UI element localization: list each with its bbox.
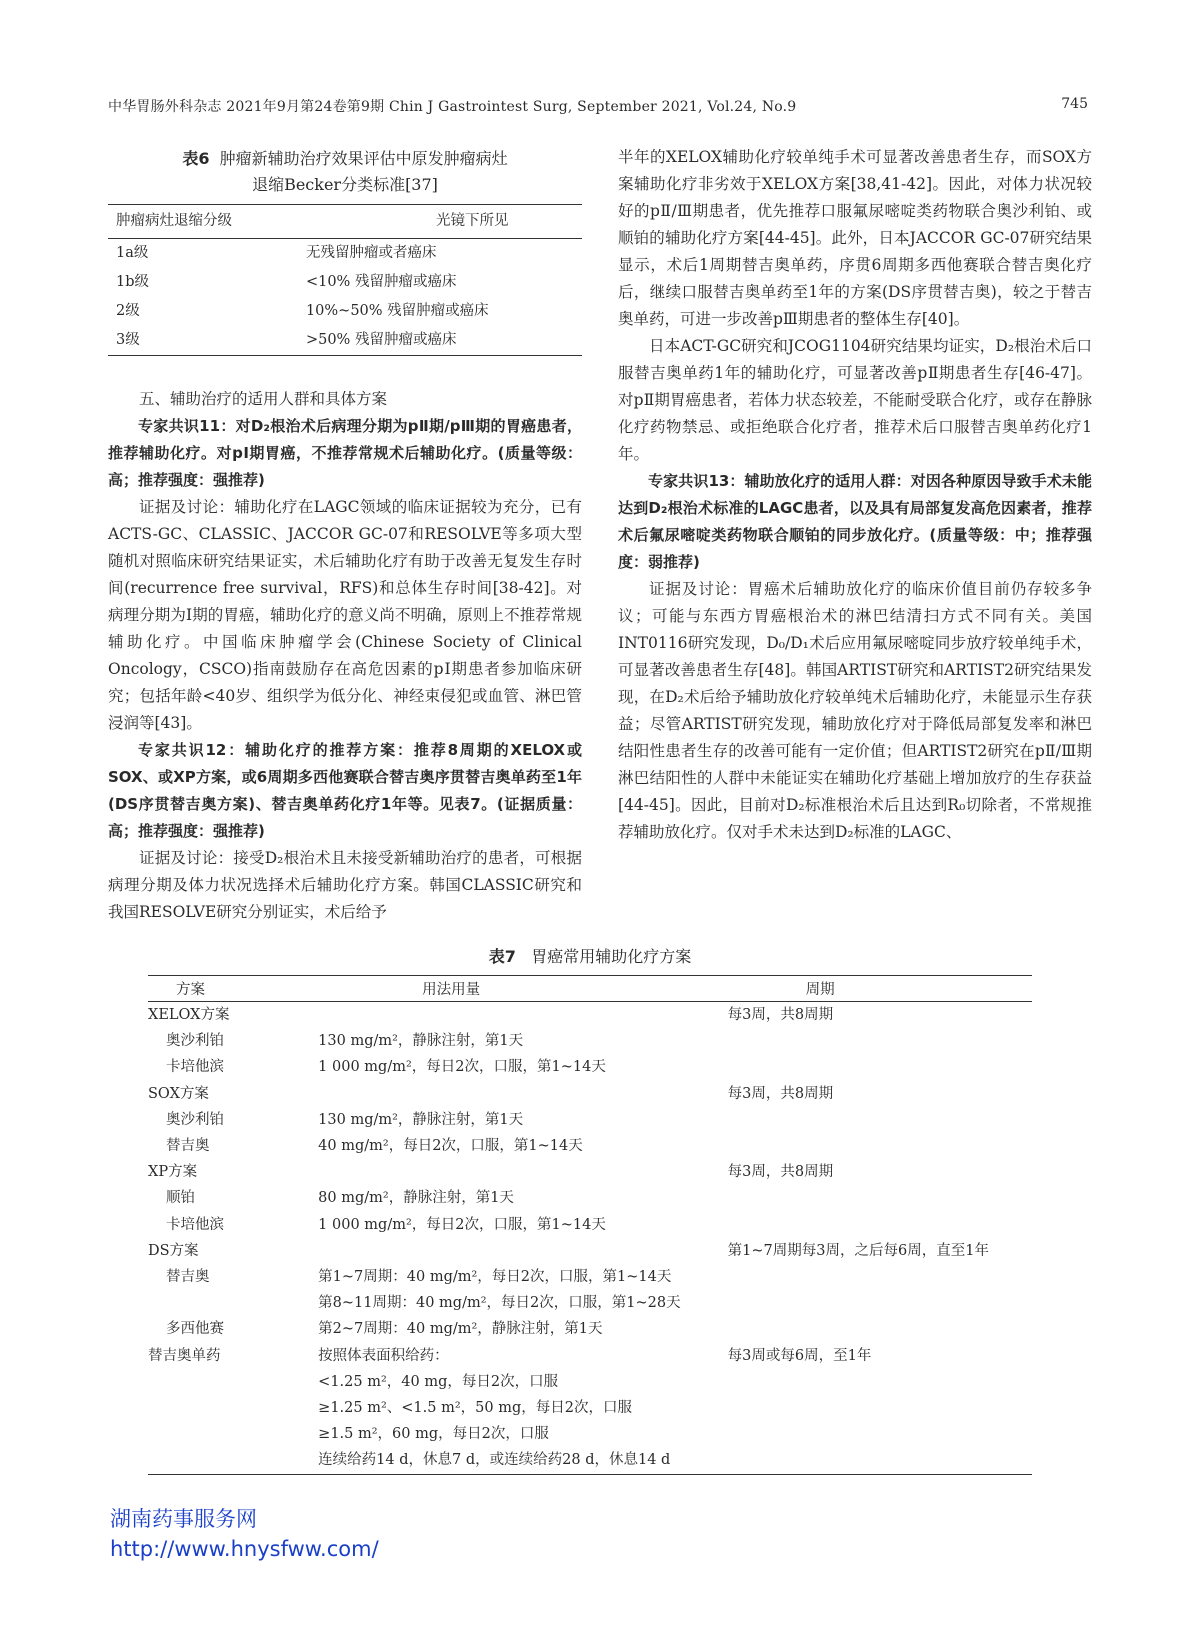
table-row [148, 1054, 1032, 1080]
table-cell: 卡培他滨 [166, 1216, 224, 1233]
table-cell: 替吉奥 [166, 1269, 210, 1286]
table-cell: 按照体表面积给药： [318, 1347, 449, 1364]
table-cell [318, 1002, 728, 1029]
table-cell [148, 1447, 318, 1474]
table-cell: ≥1.25 m²、<1.5 m²，50 mg，每日2次，口服 [318, 1400, 632, 1417]
table-cell [728, 1054, 1032, 1080]
consensus-13: 专家共识13：辅助放化疗的适用人群：对因各种原因导致手术未能达到D₂根治术标准的LAGC患者，以及具有局部复发高危因素者，推荐术后氟尿嘧啶类药物联合顺铂的同步放化疗。(质量等级：中；推荐强度：弱推荐) [618, 472, 1092, 571]
table6-title-line1: 肿瘤新辅助治疗效果评估中原发肿瘤病灶 [219, 149, 508, 168]
table-row [148, 1316, 1032, 1342]
table-cell [728, 1212, 1032, 1238]
table-row [148, 1107, 1032, 1133]
table-row [148, 1028, 1032, 1054]
table-cell: 1a级 [116, 245, 149, 261]
consensus-11: 专家共识11：对D₂根治术后病理分期为pⅡ期/pⅢ期的胃癌患者，推荐辅助化疗。对pⅠ期胃癌，不推荐常规术后辅助化疗。(质量等级：高；推荐强度：强推荐) [108, 417, 582, 489]
table-row [148, 1290, 1032, 1316]
table-cell [318, 1159, 728, 1185]
right-column [618, 144, 1092, 846]
table-row [148, 1264, 1032, 1290]
table6-label: 表6 [182, 149, 210, 168]
table-cell: 第2~7周期：40 mg/m²，静脉注射，第1天 [318, 1321, 603, 1338]
table-row [148, 1421, 1032, 1447]
table-cell [728, 1185, 1032, 1211]
evidence-11: 证据及讨论：辅助化疗在LAGC领域的临床证据较为充分，已有ACTS-GC、CLASSIC、JACCOR GC-07和RESOLVE等多项大型随机对照临床研究结果证实，术后辅助化疗有助于改善无复发生存时间(recurrence free survival，RFS)和总体生存时间[38-42]。对病理分期为Ⅰ期的胃癌，辅助化疗的意义尚不明确，原则上不推荐常规辅助化疗。中国临床肿瘤学会(Chinese Society of Clinical Oncology，CSCO)指南鼓励存在高危因素的pⅠ期患者参加临床研究；包括年龄<40岁、组织学为低分化、神经束侵犯或血管、淋巴管浸润等[43]。 [108, 498, 582, 732]
table6-header: 肿瘤病灶退缩分级 [108, 205, 276, 239]
table-cell: SOX方案 [148, 1085, 209, 1102]
table-cell: XELOX方案 [148, 1007, 230, 1023]
table-cell: 130 mg/m²，静脉注射，第1天 [318, 1111, 524, 1128]
table-cell: <10% 残留肿瘤或癌床 [305, 274, 457, 290]
watermark-url[interactable]: http://www.hnysfww.com/ [110, 1537, 379, 1561]
table-cell: 替吉奥 [166, 1138, 210, 1155]
table-cell: 80 mg/m²，静脉注射，第1天 [318, 1190, 514, 1207]
table-row [148, 1212, 1032, 1238]
table-cell [148, 1421, 318, 1447]
table-row [148, 1159, 1032, 1185]
table7-block [148, 944, 1032, 1475]
table-cell: 10%~50% 残留肿瘤或癌床 [305, 303, 489, 319]
table-row [148, 1133, 1032, 1159]
table-row [108, 326, 582, 356]
table-row [148, 1238, 1032, 1264]
table-cell: 每3周，共8周期 [727, 1164, 834, 1181]
table6 [108, 204, 582, 356]
table-cell: 1b级 [116, 274, 150, 290]
table-cell: >50% 残留肿瘤或癌床 [276, 326, 582, 356]
table-cell [728, 1264, 1032, 1290]
table-cell: 顺铂 [166, 1190, 195, 1207]
table-cell: 每3周，共8周期 [727, 1007, 834, 1023]
table-row [108, 268, 582, 297]
evidence-12: 证据及讨论：接受D₂根治术且未接受新辅助治疗的患者，可根据病理分期及体力状况选择术后辅助化疗方案。韩国CLASSIC研究和我国RESOLVE研究分别证实，术后给予 [108, 849, 582, 921]
table-row [148, 1447, 1032, 1474]
table-cell: 替吉奥单药 [148, 1347, 221, 1364]
table-cell: 130 mg/m²，静脉注射，第1天 [318, 1033, 524, 1050]
table-cell: <1.25 m²，40 mg，每日2次，口服 [318, 1373, 559, 1390]
table-cell: 40 mg/m²，每日2次，口服，第1~14天 [318, 1138, 583, 1155]
table6-caption [108, 146, 582, 198]
page-number: 745 [1061, 96, 1088, 112]
table-cell [728, 1421, 1032, 1447]
table-cell: 第1~7周期每3周，之后每6周，直至1年 [727, 1242, 989, 1259]
table-cell: 奥沙利铂 [166, 1111, 224, 1128]
paragraph: 日本ACT-GC研究和JCOG1104研究结果均证实，D₂根治术后口服替吉奥单药1年的辅助化疗，可显著改善pⅡ期患者生存[46-47]。对pⅡ期胃癌患者，若体力状态较差，不能耐受联合化疗，或存在静脉化疗药物禁忌、或拒绝联合化疗者，推荐术后口服替吉奥单药化疗1年。 [618, 337, 1092, 463]
table7-title: 胃癌常用辅助化疗方案 [531, 947, 692, 966]
table-cell [728, 1316, 1032, 1342]
section-heading: 五、辅助治疗的适用人群和具体方案 [139, 390, 388, 408]
table-row [108, 239, 582, 269]
watermark-name: 湖南药事服务网 [110, 1507, 257, 1531]
table-cell [728, 1447, 1032, 1474]
table6-header: 光镜下所见 [276, 205, 582, 239]
table-row [108, 297, 582, 326]
table-cell: 1 000 mg/m²，每日2次，口服，第1~14天 [318, 1059, 606, 1076]
table-cell [728, 1107, 1032, 1133]
table-cell: 奥沙利铂 [166, 1033, 224, 1050]
evidence-13: 证据及讨论：胃癌术后辅助放化疗的临床价值目前仍存较多争议；可能与东西方胃癌根治术的淋巴结清扫方式不同有关。美国INT0116研究发现，D₀/D₁术后应用氟尿嘧啶同步放疗较单纯手术，可显著改善患者生存[48]。韩国ARTIST研究和ARTIST2研究结果发现，在D₂术后给予辅助放化疗较单纯术后辅助化疗，未能显示生存获益；尽管ARTIST研究发现，辅助放化疗对于降低局部复发率和淋巴结阳性患者生存的改善可能有一定价值；但ARTIST2研究在pⅡ/Ⅲ期淋巴结阳性的人群中未能证实在辅助化疗基础上增加放疗的生存获益[44-45]。因此，目前对D₂标准根治术后且达到R₀切除者，不常规推荐辅助放化疗。仅对手术未达到D₂标准的LAGC、 [618, 580, 1092, 841]
table-cell [148, 1290, 318, 1316]
table7-header: 用法用量 [318, 976, 728, 1002]
table-cell: 无残留肿瘤或者癌床 [305, 245, 437, 261]
table-row [148, 1395, 1032, 1421]
table-row [148, 1002, 1032, 1029]
table-cell: DS方案 [148, 1242, 199, 1259]
table6-title-line2: 退缩Becker分类标准[37] [252, 175, 438, 194]
left-column [108, 144, 582, 926]
table-cell [728, 1369, 1032, 1395]
table-cell: 第8~11周期：40 mg/m²，每日2次，口服，第1~28天 [318, 1295, 681, 1312]
table-cell: XP方案 [148, 1164, 198, 1181]
table-cell: 连续给药14 d，休息7 d，或连续给药28 d，休息14 d [318, 1447, 728, 1474]
table-row [148, 1081, 1032, 1107]
table-cell [318, 1238, 728, 1264]
table-row [148, 1185, 1032, 1211]
table-cell [728, 1395, 1032, 1421]
table-cell [148, 1369, 318, 1395]
table7-header: 方案 [148, 976, 318, 1002]
table-cell [148, 1395, 318, 1421]
table-row [148, 1343, 1032, 1369]
table-cell: 2级 [116, 303, 140, 319]
table-cell: 3级 [108, 326, 276, 356]
table-row [148, 1369, 1032, 1395]
table-cell: 多西他赛 [166, 1321, 224, 1338]
table-cell: 卡培他滨 [166, 1059, 224, 1076]
table-cell: 第1~7周期：40 mg/m²，每日2次，口服，第1~14天 [318, 1269, 672, 1286]
table7-header: 周期 [728, 976, 1032, 1002]
paragraph: 半年的XELOX辅助化疗较单纯手术可显著改善患者生存，而SOX方案辅助化疗非劣效于XELOX方案[38,41-42]。因此，对体力状况较好的pⅡ/Ⅲ期患者，优先推荐口服氟尿嘧啶类药物联合奥沙利铂、或顺铂的辅助化疗方案[44-45]。此外，日本JACCOR GC-07研究结果显示，术后1周期替吉奥单药，序贯6周期多西他赛联合替吉奥化疗后，继续口服替吉奥单药至1年的方案(DS序贯替吉奥)，较之于替吉奥单药，可进一步改善pⅢ期患者的整体生存[40]。 [618, 148, 1092, 328]
table7-label: 表7 [488, 947, 516, 966]
table-cell: ≥1.5 m²，60 mg，每日2次，口服 [318, 1426, 549, 1443]
running-header: 中华胃肠外科杂志 2021年9月第24卷第9期 Chin J Gastrointest Surg, September 2021, Vol.24, No.9 [108, 99, 797, 115]
table-cell [728, 1028, 1032, 1054]
table-cell [728, 1133, 1032, 1159]
table-cell: 每3周或每6周，至1年 [727, 1347, 872, 1364]
table7 [148, 975, 1032, 1475]
watermark [110, 1504, 379, 1564]
table-cell: 每3周，共8周期 [727, 1085, 834, 1102]
table7-caption [148, 944, 1032, 967]
table-cell [318, 1081, 728, 1107]
table-cell: 1 000 mg/m²，每日2次，口服，第1~14天 [318, 1216, 606, 1233]
consensus-12: 专家共识12：辅助化疗的推荐方案：推荐8周期的XELOX或SOX、或XP方案，或6周期多西他赛联合替吉奥序贯替吉奥单药至1年(DS序贯替吉奥方案)、替吉奥单药化疗1年等。见表7。(证据质量：高；推荐强度：强推荐) [108, 741, 582, 840]
table-cell [728, 1290, 1032, 1316]
